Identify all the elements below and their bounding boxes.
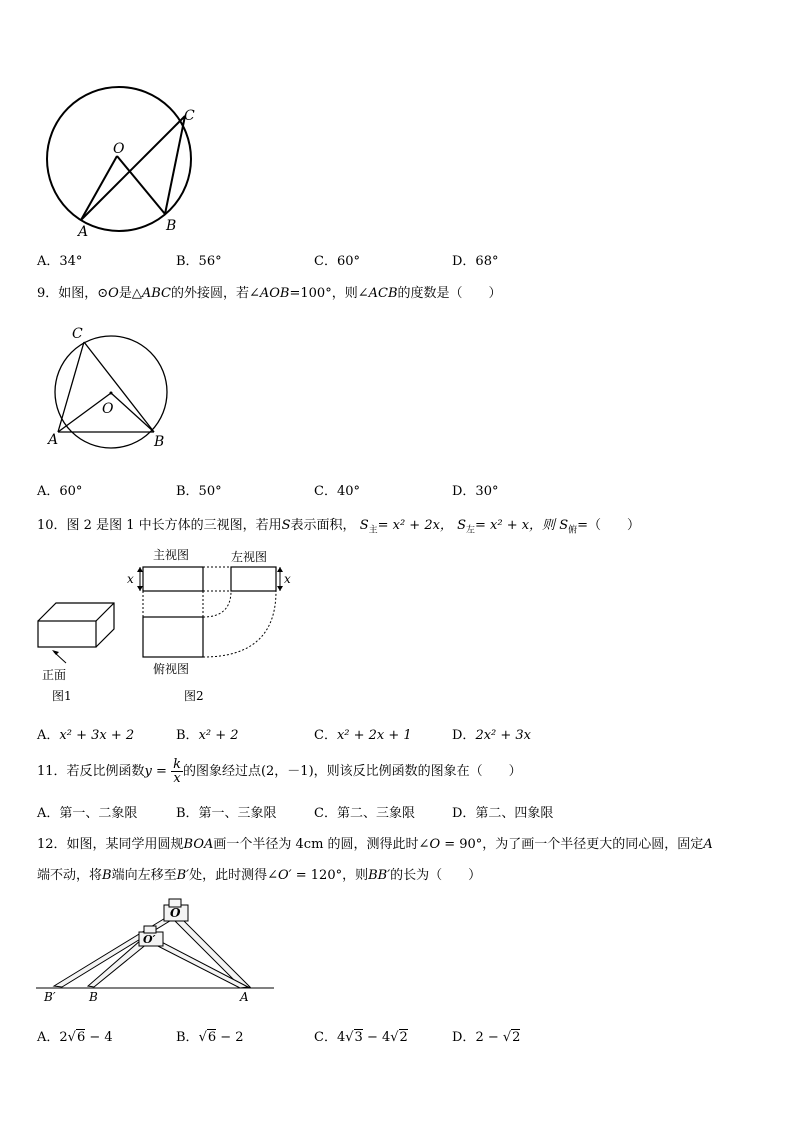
q12-option-c: C．4√3 − 4√2 (314, 1030, 408, 1045)
q12-option-b: B．√6 − 2 (176, 1030, 244, 1045)
q8-label-a: A (78, 224, 89, 240)
q10-stem: 10．图 2 是图 1 中长方体的三视图，若用S表示面积， $S_主= x^2 + 2x$， $S_左= x^2 + x$，则 $S_俯=$（ ） (37, 518, 641, 536)
q12-label-o-prime: O′ (143, 933, 156, 946)
q8-label-b: B (166, 218, 177, 234)
q9-label-b: B (154, 434, 165, 450)
q9-option-d: D．30° (452, 484, 499, 499)
q11-option-c: C．第二、三象限 (314, 806, 415, 821)
q12-option-d: D．2 − √2 (452, 1030, 521, 1045)
q11-option-d: D．第二、四象限 (452, 806, 554, 821)
q10-cuboid (38, 603, 114, 647)
q11-option-b: B．第一、三象限 (176, 806, 277, 821)
q9-label-c: C (72, 326, 83, 342)
q10-front-view-label: 主视图 (153, 548, 190, 562)
q8-label-o: O (113, 141, 125, 157)
q8-option-d: D．68° (452, 254, 499, 269)
q8-option-c: C．60° (314, 254, 360, 269)
q10-three-views-figure (30, 545, 305, 705)
q12-label-a: A (240, 990, 249, 1004)
q9-label-o: O (102, 401, 114, 417)
q9-label-a: A (48, 432, 59, 448)
q10-left-view-label: 左视图 (231, 550, 268, 564)
q8-option-b: B．56° (176, 254, 222, 269)
q12-label-b-prime: B′ (44, 990, 56, 1004)
q10-front-face-label: 正面 (42, 668, 67, 682)
q9-circle-figure (44, 320, 184, 455)
svg-text:x: x (127, 572, 134, 586)
svg-text:x: x (284, 572, 291, 586)
q9-stem: 9．如图，⊙O是△ABC的外接圆，若∠AOB=100°，则∠ACB的度数是（ ） (37, 286, 502, 301)
q11-stem: 11．若反比例函数y = $\frac{k}{x}$ 的图象经过点(2，－1)，则该反比例函数的图象在（ ） (37, 757, 522, 786)
q10-fig1-caption: 图1 (52, 689, 72, 703)
q9-option-b: B．50° (176, 484, 222, 499)
q8-circle-figure (40, 80, 215, 240)
q12-label-b: B (89, 990, 98, 1004)
q9-option-a: A．60° (37, 484, 83, 499)
q11-fraction: $\frac{k}{x}$ (173, 757, 181, 786)
q12-compass-figure (36, 895, 276, 1007)
q10-option-b: B．x² + 2 (176, 728, 239, 743)
q9-option-c: C．40° (314, 484, 360, 499)
q8-option-a: A．34° (37, 254, 83, 269)
q12-option-a: A．2√6 − 4 (37, 1030, 113, 1045)
q10-top-view-label: 俯视图 (153, 662, 190, 676)
q12-stem-line1: 12．如图，某同学用圆规BOA画一个半径为 4cm 的圆，测得此时∠O = 90°，为了画一个半径更大的同心圆，固定A (37, 837, 713, 852)
q10-option-d: D．2x² + 3x (452, 728, 532, 743)
q11-option-a: A．第一、二象限 (37, 806, 138, 821)
q10-fig2-caption: 图2 (184, 689, 204, 703)
q8-label-c: C (184, 108, 195, 124)
q12-stem-line2: 端不动，将B端向左移至B′处，此时测得∠O′ = 120°，则BB′的长为（ ） (37, 868, 482, 883)
q12-label-o: O (170, 906, 181, 920)
q10-option-a: A．x² + 3x + 2 (37, 728, 135, 743)
q10-option-c: C．x² + 2x + 1 (314, 728, 412, 743)
